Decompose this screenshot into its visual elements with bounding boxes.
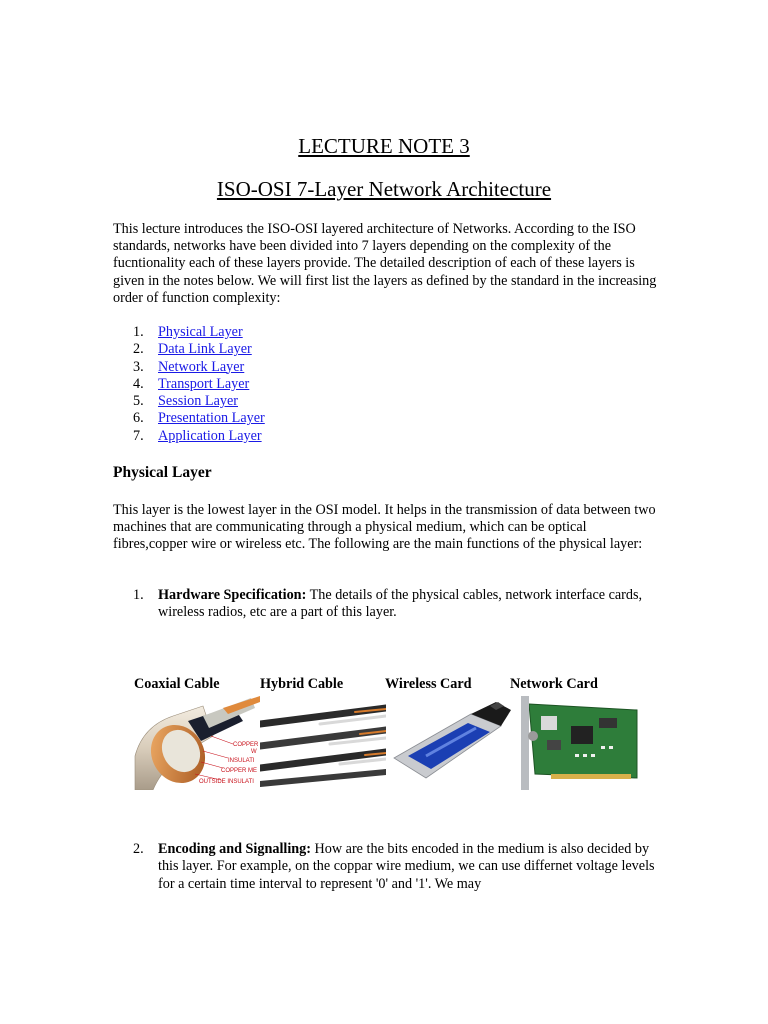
network-card-image [511, 696, 638, 790]
svg-text:COPPER ME: COPPER ME [221, 768, 258, 774]
document-page: LECTURE NOTE 3 ISO-OSI 7-Layer Network Architecture This lecture introduces the ISO-OSI layered architecture of Networks. According to the ISO standards, networks have been divided into 7 layers depending on the complexity of the fucntionality each of these layers provide. The detailed description of each of these layers is given in the notes below. We will first list the layers as defined by the standard in the increasing order of function complexity: 1. Physical Layer 2. Data Link Layer 3. Network Layer 4. Transport Layer 5. Session Layer 6. Presentation Layer 7. Application Layer Physical Layer This layer is the lowest layer in the OSI model. It helps in the transmission of data between two machines that are communicating through a physical medium, which can be optical fibres,copper wire or wireless etc. The following are the main functions of the physical layer: 1. Hardware Specification: The details of the physical cables, network interface cards, wireless radios, etc are a part of this layer. Coaxial Cable Hybrid Cable Wireless Card Network Card COPPER W INSULATI COPPER ME OUTSIDE INSULATI 2. Encoding and Signalling: How are the bits encoded in the medium is also decided by this layer. For example, on the coppar wire medium, we can use differnet voltage levels for a certain time interval to represent '0' and '1'. We may [0, 0, 768, 1024]
svg-text:W: W [251, 749, 257, 755]
link-data-link-layer[interactable]: Data Link Layer [158, 341, 252, 358]
link-transport-layer[interactable]: Transport Layer [158, 375, 250, 392]
intro-paragraph: This lecture introduces the ISO-OSI layered architecture of Networks. According to the ISO standards, networks have been divided into 7 layers depending on the complexity of the fucntionality each of these layers provide. The detailed description of each of these layers is given in the notes below. We will first list the layers as defined by the standard in the increasing order of function complexity: [113, 221, 657, 306]
item-text: The details of the physical cables, network interface cards, wireless radios, etc are a part of this layer. [158, 587, 643, 621]
caption-network-card: Network Card [510, 676, 598, 692]
list-item: 3. Network Layer [133, 358, 245, 375]
physical-layer-paragraph: This layer is the lowest layer in the OSI model. It helps in the transmission of data between two machines that are communicating through a physical medium, which can be optical fibres,copper wire or wireless etc. The following are the main functions of the physical layer: [113, 502, 656, 553]
link-application-layer[interactable]: Application Layer [158, 427, 262, 444]
svg-text:OUTSIDE INSULATI: OUTSIDE INSULATI [199, 779, 254, 785]
item-term: Encoding and Signalling: [158, 841, 311, 857]
link-network-layer[interactable]: Network Layer [158, 358, 245, 375]
caption-wireless-card: Wireless Card [385, 676, 472, 692]
list-item: 4. Transport Layer [133, 375, 250, 392]
link-session-layer[interactable]: Session Layer [158, 393, 238, 410]
lecture-title: LECTURE NOTE 3 [298, 134, 470, 158]
link-presentation-layer[interactable]: Presentation Layer [158, 410, 265, 427]
list-item: 1. Physical Layer [133, 324, 243, 340]
hybrid-cable-image [260, 696, 386, 790]
link-physical-layer[interactable]: Physical Layer [158, 324, 243, 340]
item-term: Hardware Specification: [158, 587, 307, 603]
list-item: 2. Data Link Layer [133, 341, 252, 358]
svg-text:INSULATI: INSULATI [228, 758, 255, 764]
caption-coaxial-cable: Coaxial Cable [134, 676, 220, 692]
coaxial-cable-image [133, 696, 260, 790]
architecture-title: ISO-OSI 7-Layer Network Architecture [216, 177, 552, 201]
list-item: 6. Presentation Layer [133, 410, 265, 427]
caption-hybrid-cable: Hybrid Cable [260, 676, 344, 692]
layer-list [133, 324, 265, 445]
wireless-card-image [386, 696, 511, 790]
physical-layer-heading: Physical Layer [113, 464, 212, 481]
list-item: 7. Application Layer [133, 427, 262, 444]
list-item: 5. Session Layer [133, 393, 238, 410]
item-text: How are the bits encoded in the medium is also decided by this layer. For example, on the coppar wire medium, we can use differnet voltage levels for a certain time interval to represent '0' and '1'. We may [158, 841, 655, 892]
svg-text:COPPER: COPPER [233, 742, 259, 748]
